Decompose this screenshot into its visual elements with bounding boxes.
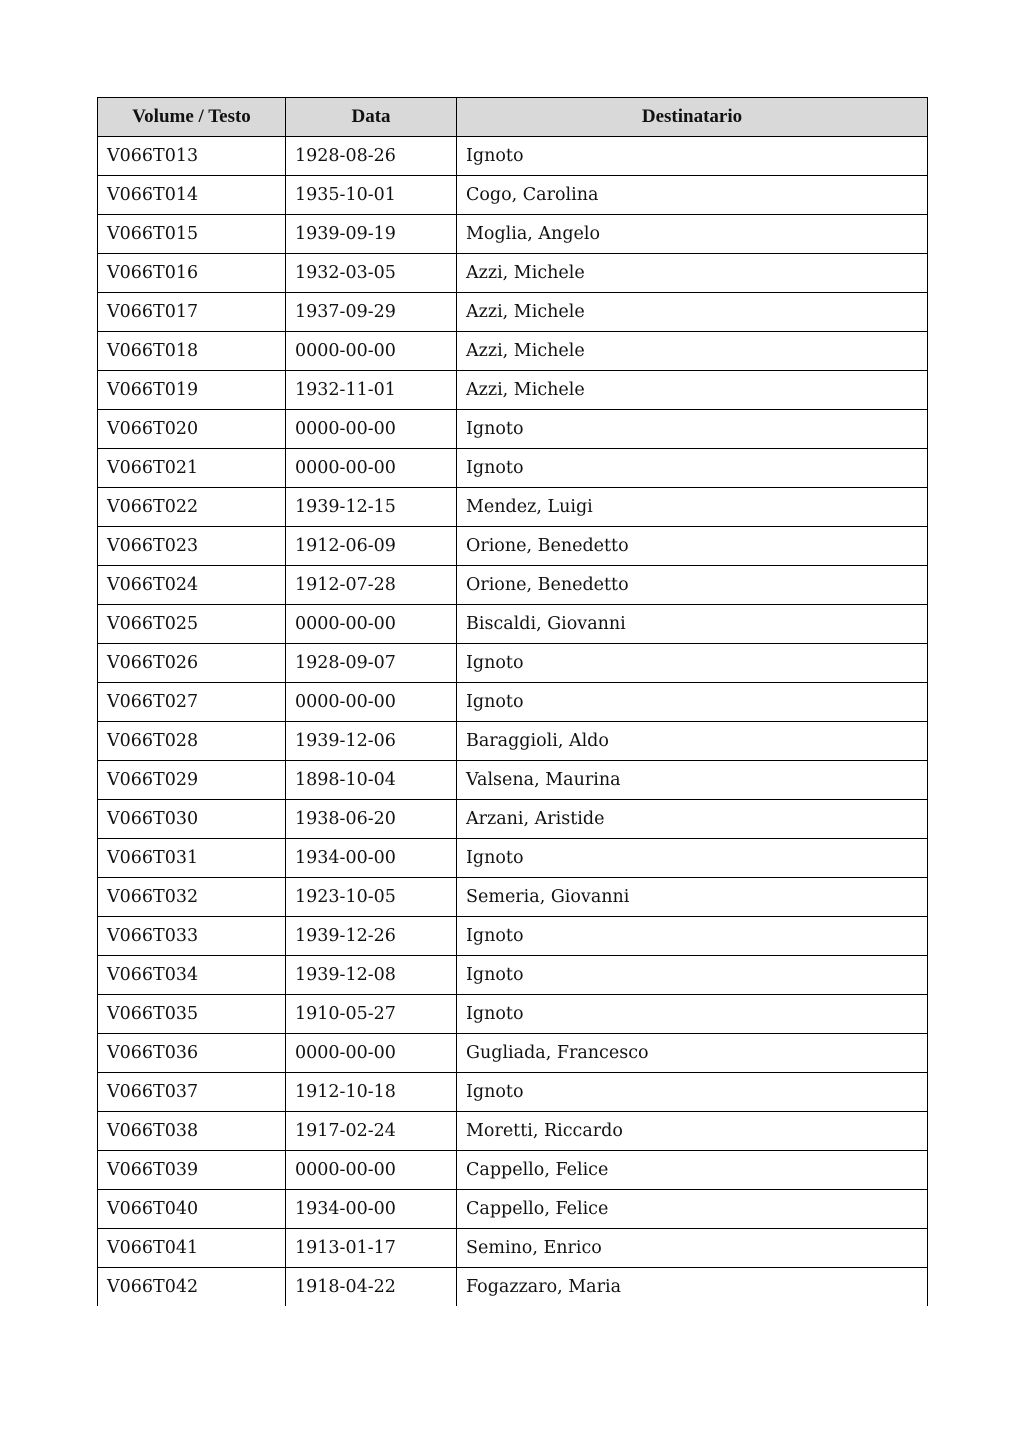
cell-volume-testo: V066T023 (98, 527, 286, 566)
table-row (98, 371, 928, 410)
cell-destinatario: Ignoto (457, 683, 928, 722)
cell-data: 1932-03-05 (286, 254, 457, 293)
table-body (98, 137, 928, 1306)
cell-destinatario: Arzani, Aristide (457, 800, 928, 839)
cell-destinatario: Semeria, Giovanni (457, 878, 928, 917)
cell-volume-testo: V066T041 (98, 1229, 286, 1268)
table-row (98, 332, 928, 371)
cell-destinatario: Ignoto (457, 137, 928, 176)
table-row (98, 566, 928, 605)
table-row (98, 683, 928, 722)
cell-data: 0000-00-00 (286, 683, 457, 722)
cell-destinatario: Cogo, Carolina (457, 176, 928, 215)
cell-data: 1918-04-22 (286, 1268, 457, 1306)
cell-destinatario: Azzi, Michele (457, 371, 928, 410)
cell-destinatario: Cappello, Felice (457, 1151, 928, 1190)
cell-data: 0000-00-00 (286, 410, 457, 449)
cell-destinatario: Semino, Enrico (457, 1229, 928, 1268)
table-row (98, 605, 928, 644)
table-row (98, 1151, 928, 1190)
cell-data: 1912-10-18 (286, 1073, 457, 1112)
cell-destinatario: Baraggioli, Aldo (457, 722, 928, 761)
cell-data: 1917-02-24 (286, 1112, 457, 1151)
cell-volume-testo: V066T042 (98, 1268, 286, 1306)
cell-data: 1939-12-26 (286, 917, 457, 956)
cell-volume-testo: V066T031 (98, 839, 286, 878)
cell-volume-testo: V066T021 (98, 449, 286, 488)
cell-volume-testo: V066T016 (98, 254, 286, 293)
cell-volume-testo: V066T015 (98, 215, 286, 254)
cell-destinatario: Ignoto (457, 917, 928, 956)
table-row (98, 488, 928, 527)
cell-volume-testo: V066T013 (98, 137, 286, 176)
cell-destinatario: Orione, Benedetto (457, 527, 928, 566)
table-row (98, 1034, 928, 1073)
cell-data: 1934-00-00 (286, 1190, 457, 1229)
table-row (98, 1112, 928, 1151)
table-row (98, 410, 928, 449)
table-row (98, 1268, 928, 1306)
table-row (98, 527, 928, 566)
cell-volume-testo: V066T040 (98, 1190, 286, 1229)
cell-volume-testo: V066T037 (98, 1073, 286, 1112)
cell-destinatario: Ignoto (457, 449, 928, 488)
cell-volume-testo: V066T022 (98, 488, 286, 527)
table-row (98, 644, 928, 683)
cell-data: 1939-12-08 (286, 956, 457, 995)
cell-volume-testo: V066T024 (98, 566, 286, 605)
cell-volume-testo: V066T019 (98, 371, 286, 410)
cell-data: 1934-00-00 (286, 839, 457, 878)
cell-destinatario: Valsena, Maurina (457, 761, 928, 800)
cell-data: 0000-00-00 (286, 449, 457, 488)
table-row (98, 956, 928, 995)
table-row (98, 800, 928, 839)
table-row (98, 176, 928, 215)
header-data: Data (286, 98, 457, 137)
table-header-row (98, 98, 928, 137)
cell-data: 1938-06-20 (286, 800, 457, 839)
cell-data: 0000-00-00 (286, 332, 457, 371)
cell-destinatario: Ignoto (457, 956, 928, 995)
cell-data: 1939-12-15 (286, 488, 457, 527)
cell-volume-testo: V066T033 (98, 917, 286, 956)
cell-volume-testo: V066T029 (98, 761, 286, 800)
cell-volume-testo: V066T027 (98, 683, 286, 722)
table-row (98, 1190, 928, 1229)
cell-data: 1923-10-05 (286, 878, 457, 917)
cell-destinatario: Ignoto (457, 839, 928, 878)
cell-volume-testo: V066T035 (98, 995, 286, 1034)
cell-volume-testo: V066T032 (98, 878, 286, 917)
cell-data: 0000-00-00 (286, 605, 457, 644)
cell-volume-testo: V066T039 (98, 1151, 286, 1190)
cell-volume-testo: V066T028 (98, 722, 286, 761)
table-row (98, 1073, 928, 1112)
cell-volume-testo: V066T020 (98, 410, 286, 449)
cell-destinatario: Ignoto (457, 995, 928, 1034)
cell-destinatario: Moglia, Angelo (457, 215, 928, 254)
cell-destinatario: Ignoto (457, 644, 928, 683)
cell-volume-testo: V066T034 (98, 956, 286, 995)
cell-volume-testo: V066T026 (98, 644, 286, 683)
cell-volume-testo: V066T017 (98, 293, 286, 332)
cell-volume-testo: V066T036 (98, 1034, 286, 1073)
cell-volume-testo: V066T014 (98, 176, 286, 215)
table-row (98, 839, 928, 878)
table-row (98, 878, 928, 917)
cell-data: 0000-00-00 (286, 1034, 457, 1073)
cell-destinatario: Azzi, Michele (457, 332, 928, 371)
cell-data: 1932-11-01 (286, 371, 457, 410)
header-volume-testo: Volume / Testo (98, 98, 286, 137)
header-destinatario: Destinatario (457, 98, 928, 137)
cell-data: 1898-10-04 (286, 761, 457, 800)
cell-data: 1939-09-19 (286, 215, 457, 254)
table-row (98, 449, 928, 488)
cell-data: 1928-09-07 (286, 644, 457, 683)
table-row (98, 1229, 928, 1268)
cell-data: 1937-09-29 (286, 293, 457, 332)
cell-data: 1939-12-06 (286, 722, 457, 761)
cell-data: 1913-01-17 (286, 1229, 457, 1268)
table-row (98, 917, 928, 956)
cell-volume-testo: V066T025 (98, 605, 286, 644)
table-row (98, 761, 928, 800)
cell-destinatario: Moretti, Riccardo (457, 1112, 928, 1151)
cell-data: 1912-06-09 (286, 527, 457, 566)
table-row (98, 254, 928, 293)
cell-data: 1912-07-28 (286, 566, 457, 605)
cell-volume-testo: V066T030 (98, 800, 286, 839)
cell-volume-testo: V066T038 (98, 1112, 286, 1151)
cell-volume-testo: V066T018 (98, 332, 286, 371)
cell-destinatario: Biscaldi, Giovanni (457, 605, 928, 644)
cell-data: 1910-05-27 (286, 995, 457, 1034)
cell-destinatario: Ignoto (457, 1073, 928, 1112)
cell-destinatario: Ignoto (457, 410, 928, 449)
cell-destinatario: Orione, Benedetto (457, 566, 928, 605)
cell-destinatario: Azzi, Michele (457, 293, 928, 332)
table-row (98, 137, 928, 176)
table-row (98, 722, 928, 761)
table-row (98, 995, 928, 1034)
cell-destinatario: Gugliada, Francesco (457, 1034, 928, 1073)
cell-data: 0000-00-00 (286, 1151, 457, 1190)
table-row (98, 293, 928, 332)
cell-data: 1935-10-01 (286, 176, 457, 215)
cell-destinatario: Cappello, Felice (457, 1190, 928, 1229)
cell-destinatario: Mendez, Luigi (457, 488, 928, 527)
cell-destinatario: Fogazzaro, Maria (457, 1268, 928, 1306)
letters-table (97, 97, 928, 1306)
cell-data: 1928-08-26 (286, 137, 457, 176)
table-row (98, 215, 928, 254)
cell-destinatario: Azzi, Michele (457, 254, 928, 293)
